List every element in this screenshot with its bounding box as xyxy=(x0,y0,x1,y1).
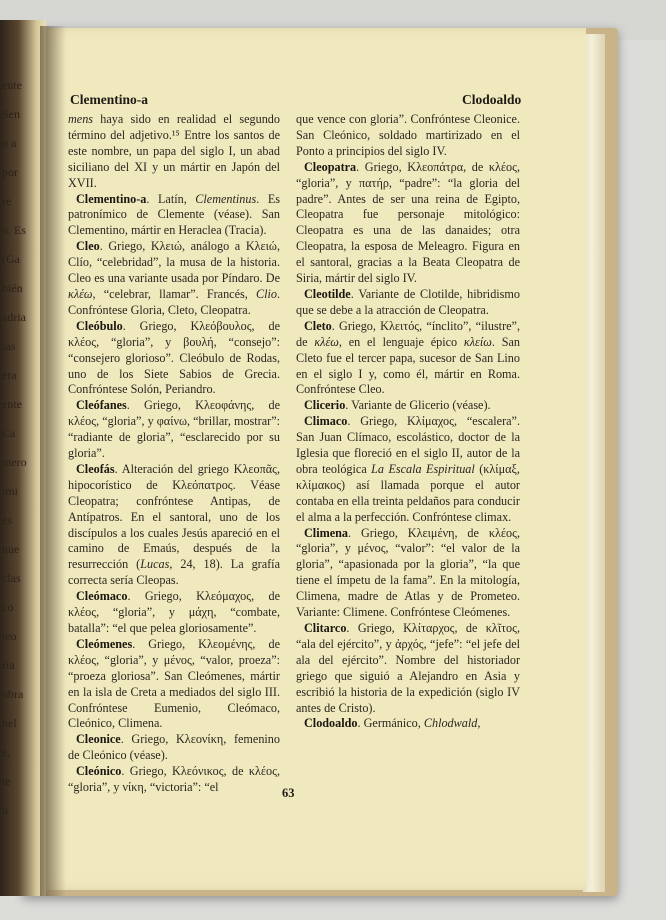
entry-text: . Alteración del griego Κλεοπᾶς, hipocorístico de Κλεόπατρος. Véase Cleopatra; confróntese Antipas, de Antípatros. En el santoral, uno de los discípulos a los cuales Jesús apareció en el camino de Emaús, después de la resurrección ( xyxy=(68,461,280,572)
entry-text: (κλίμαξ, κλίμακος) así llamada porque el autor contaba en ella treinta peldaños para conducir el alma a la perfección. Confróntese climax. xyxy=(296,461,520,524)
running-head-left: Clementino-a xyxy=(70,92,148,107)
entry-headword: Cleónico xyxy=(76,764,122,779)
entry-headword: Cleóbulo xyxy=(76,318,123,333)
dictionary-entry xyxy=(68,637,280,732)
entry-text: . Griego, Κλειώ, análogo a Κλειώ, Clío, “celebridad”, la musa de la historia. Cleo es una variante usada por Píndaro. De xyxy=(68,239,280,286)
entry-headword: Cleo xyxy=(76,239,100,254)
left-page-text-fragment: bién xyxy=(2,281,23,295)
page-number: 63 xyxy=(282,786,295,800)
entry-text: . Latín, xyxy=(146,191,196,206)
entry-text: . Variante de Clotilde, hibridismo que se debe a la atracción de Cleopatra. xyxy=(296,286,520,317)
entry-text: . Griego, Κλειτός, “ínclito”, “ilustre”, de xyxy=(296,318,520,349)
dictionary-entry xyxy=(68,764,280,796)
left-page-text-fragment: era xyxy=(2,368,17,382)
dictionary-entry xyxy=(296,621,520,716)
left-page-text-fragment: ria xyxy=(2,658,15,672)
dictionary-entry xyxy=(68,462,280,589)
left-page-text-fragment: ias xyxy=(2,339,16,353)
entry-headword: Cleófanes xyxy=(76,398,127,413)
left-page-text-fragment: por xyxy=(2,165,18,179)
left-page-text-fragment: u xyxy=(2,803,8,817)
entry-headword: Cleofás xyxy=(76,461,115,476)
entry-text: . Es patronímico de Clemente (véase). San Clementino, mártir en Heraclea (Tracia). xyxy=(68,191,280,238)
left-page-text-fragment: (Ga xyxy=(2,252,20,266)
left-page-text-fragment: mero xyxy=(2,455,27,469)
entry-text: . Variante de Glicerio (véase). xyxy=(345,398,491,413)
left-page-text-fragment: obra xyxy=(2,687,24,701)
page-edges xyxy=(583,34,605,892)
entry-headword: Clementino-a xyxy=(76,191,147,206)
entry-text: haya sido en realidad el segundo término del adjetivo.¹⁵ Entre los santos de este nombre, un papa del siglo I, un abad siciliano del XI y un mártir en Japón del XVII. xyxy=(68,112,280,190)
italic-text: κλείω xyxy=(463,334,492,349)
entry-text: , 24, 18). La grafía correcta sería Cleopas. xyxy=(68,557,280,588)
entry-headword: Cleotilde xyxy=(304,286,351,301)
italic-text: Lucas xyxy=(140,557,170,572)
right-column xyxy=(296,112,520,732)
entry-text: , en el lenguaje épico xyxy=(338,334,464,349)
entry-headword: Cleómenes xyxy=(76,636,133,651)
entry-text: . Griego, Κλίμαχος, “escalera”. San Juan Clímaco, escolástico, doctor de la Iglesia que floreció en el siglo II, autor de la obra teológica xyxy=(296,414,520,476)
entry-text: . Confróntese Gloria, Cleto, Cleopatra. xyxy=(68,286,280,317)
dictionary-entry xyxy=(68,398,280,462)
left-page-text-fragment: teo xyxy=(2,629,17,643)
entry-text: , xyxy=(477,716,481,731)
entry-text: . Griego, Κλεόμαχος, de κλέος, “gloria”, y μάχη, “combate, batalla”: “el que pelea gloriosamente”. xyxy=(68,589,280,635)
entry-headword: Cleómaco xyxy=(76,589,128,604)
entry-text: que vence con gloria”. Confróntese Cleonice. San Cleónico, soldado martirizado en el Ponto a principios del siglo IV. xyxy=(296,112,520,158)
entry-text: . Germánico, xyxy=(357,716,424,731)
page-gutter xyxy=(40,26,66,896)
entry-headword: Climaco xyxy=(304,414,348,429)
left-page-text-fragment: re xyxy=(2,194,12,208)
entry-headword: Clitarco xyxy=(304,621,347,635)
running-head-right: Clodoaldo xyxy=(462,92,522,107)
entry-text: , “celebrar, llamar”. Francés, xyxy=(92,286,256,301)
entry-text: . Griego, Κλεόβουλος, de κλέος, “gloria”, y βουλή, “consejo”: “consejero glorioso”. Cleóbulo de Rodas, uno de los Siete Sabios de Grecia. Confróntese Solón, Periandro. xyxy=(68,318,280,397)
dictionary-entry xyxy=(296,526,520,621)
left-page-text-fragment: clas xyxy=(2,571,21,585)
italic-text: mens xyxy=(68,112,94,126)
entry-headword: Cleonice xyxy=(76,732,121,747)
left-page-text-fragment: imi xyxy=(2,484,19,498)
left-page-text-fragment: n a xyxy=(2,136,17,150)
dictionary-entry xyxy=(68,192,280,240)
italic-text: κλέω xyxy=(68,286,93,301)
entry-text: . Griego, Κλεομένης, de κλέος, “gloria”, y μένος, “valor, proeza”: “proeza gloriosa”. San Cleómenes, mártir en la isla de Creta a mediados del siglo III. Confróntese Eumenio, Cleómaco, Cleónico, Climena. xyxy=(68,636,280,731)
left-page-text-fragment: Sen xyxy=(2,107,20,121)
left-page-text-fragment: adria xyxy=(2,310,26,324)
italic-text: Clementinus xyxy=(195,191,257,206)
left-column xyxy=(68,112,280,796)
entry-text: . Griego, Κλεοπάτρα, de κλέος, “gloria”, y πατήρ, “padre”: “la gloria del padre”. Antes de ser una reina de Egipto, Cleopatra fue personaje mitológico: Cleopatra es una de las danaides; otra Cleopatra, la esposa de Meleagro. Figura en el santoral, gracias a la Beata Cleopatra de Siria, mártir del siglo IV. xyxy=(296,159,520,286)
entry-text: . Griego, Κλίταρχος, de κλῖτος, “ala del ejército”, y ἀρχός, “jefe”: “el jefe del ala del ejército”. Nombre del historiador griego que siguió a Alejandro en Asia y escribió la historia de la expedición (siglo IV antes de Cristo). xyxy=(296,621,520,715)
entry-headword: Cleto xyxy=(304,318,332,333)
left-page-text-fragment: Ca xyxy=(2,426,16,440)
entry-headword: Clodoaldo xyxy=(304,716,358,731)
dictionary-entry xyxy=(68,732,280,764)
dictionary-entry xyxy=(296,319,520,399)
left-page-text-fragment: co xyxy=(2,600,14,614)
entry-continuation xyxy=(68,112,280,192)
left-page-text-fragment: nue xyxy=(2,542,20,556)
entry-text: . Griego, Κλεόνικος, de κλέος, “gloria”, y νίκη, “victoria”: “el xyxy=(68,764,280,795)
dictionary-entry xyxy=(68,319,280,399)
left-page-text-fragment: te xyxy=(2,774,11,788)
dictionary-entry xyxy=(296,160,520,287)
dictionary-entry xyxy=(296,716,520,732)
entry-text: . Griego, Κλεονίκη, femenino de Cleónico (véase). xyxy=(68,732,280,763)
entry-text: . Griego, Κλεοφάνης, de κλέος, “gloria”, y φαίνω, “brillar, mostrar”: “radiante de gloria”, “esclarecido por su gloria”. xyxy=(68,398,280,461)
entry-text: . San Cleto fue el tercer papa, sucesor de San Lino en el siglo I y, como él, mártir en Roma. Confróntese Cleo. xyxy=(296,334,520,397)
italic-text: La Escala Espiritual xyxy=(371,461,475,476)
left-page-text-fragment: o. Es xyxy=(2,223,26,237)
entry-headword: Climena xyxy=(304,525,349,540)
dictionary-entry xyxy=(68,589,280,637)
entry-continuation xyxy=(296,112,520,160)
italic-text: Chlodwald xyxy=(423,716,478,731)
left-page-text-fragment: e, xyxy=(2,745,11,759)
dictionary-entry xyxy=(296,414,520,525)
italic-text: κλέω xyxy=(314,334,339,349)
entry-text: . Griego, Κλειμένη, de κλέος, “gloria”, y μένος, “valor”: “el valor de la gloria”, “apasionada por la gloria”, “la que tiene el ímpetu de la fama”. En la mitología, Climena, madre de Atlas y de Prometeo. Variante: Climene. Confróntese Cleómenes. xyxy=(296,525,520,620)
italic-text: Clio xyxy=(255,286,277,301)
left-page-text-fragment: ente xyxy=(2,397,22,411)
left-page-text-fragment: es xyxy=(2,513,12,527)
dictionary-entry xyxy=(68,239,280,319)
entry-headword: Clicerio xyxy=(304,398,346,413)
left-page-text-fragment: hel xyxy=(2,716,17,730)
entry-headword: Cleopatra xyxy=(304,159,357,174)
left-page-text-fragment: ente xyxy=(2,78,22,92)
dictionary-entry xyxy=(296,287,520,319)
dictionary-entry xyxy=(296,398,520,414)
